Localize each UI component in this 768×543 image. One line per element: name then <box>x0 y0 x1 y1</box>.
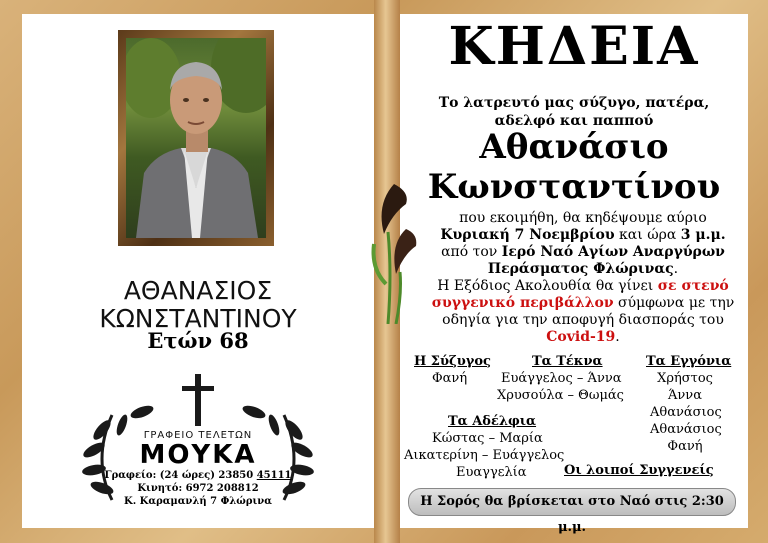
deceased-age: Ετών 68 <box>147 328 249 353</box>
intro-line2: αδελφό και παππού <box>494 113 654 129</box>
portrait-frame <box>118 30 274 246</box>
detail-line2 <box>418 227 748 244</box>
covid-label: Covid-19 <box>546 329 616 345</box>
parlor-office-phone <box>102 470 294 481</box>
guidance-text: σύμφωνα με την <box>613 295 735 311</box>
viewing-notice <box>408 488 736 535</box>
deceased-name-line2: ΚΩΝΣΤΑΝΤΙΝΟΥ <box>99 304 297 333</box>
deceased-name-line1: ΑΘΑΝΑΣΙΟΣ <box>123 276 273 305</box>
crucifix-icon <box>182 374 214 426</box>
spouse-heading: Η Σύζυγος <box>414 354 491 369</box>
parlor-mobile: Κινητό: 6972 208812 <box>137 483 259 494</box>
funeral-time: 3 μ.μ. <box>680 227 726 243</box>
viewing-time: 2:30 <box>691 494 724 509</box>
grandchild-1: Χρήστος <box>657 371 713 386</box>
notice-title: ΚΗΔΕΙΑ <box>448 16 700 77</box>
detail-line8 <box>418 329 748 346</box>
ceremony-text: Η Εξόδιος Ακολουθία θα γίνει <box>437 278 658 294</box>
viewing-pm: μ.μ. <box>557 520 587 535</box>
church-location: Περάσματος Φλώρινας <box>487 261 674 277</box>
detail-line5 <box>418 278 748 295</box>
funeral-parlor-logo <box>72 370 324 530</box>
parlor-address: Κ. Καραμανλή 7 Φλώρινα <box>124 496 272 507</box>
other-relatives: Οι λοιποί Συγγενείς <box>564 463 714 478</box>
viewing-text: Η Σορός θα βρίσκεται στο Ναό στις <box>420 494 692 509</box>
private-note-b: συγγενικό περιβάλλον <box>431 295 614 311</box>
children-heading: Τα Τέκνα <box>532 354 603 369</box>
siblings-line3: Ευαγγελία <box>456 465 527 480</box>
children-line2: Χρυσούλα – Θωμάς <box>497 388 624 403</box>
location-period: . <box>673 261 679 277</box>
children-line1: Ευάγγελος – Άννα <box>501 371 622 386</box>
time-connector: και ώρα <box>614 227 681 243</box>
right-page <box>400 14 748 535</box>
deceased-first-name: Αθανάσιο <box>479 127 669 167</box>
detail-line6 <box>418 295 748 312</box>
detail-line1: που εκοιμήθη, θα κηδέψουμε αύριο <box>459 210 707 226</box>
intro-line1: Το λατρευτό μας σύζυγο, πατέρα, <box>438 95 710 111</box>
grandchild-3: Αθανάσιος <box>650 405 722 420</box>
private-note-a: σε στενό <box>657 278 729 294</box>
portrait-figure <box>126 38 266 238</box>
siblings-line1: Κώστας – Μαρία <box>432 431 543 446</box>
siblings-line2: Αικατερίνη – Ευάγγελος <box>404 448 565 463</box>
detail-line3 <box>418 244 748 261</box>
grandchild-5: Φανή <box>667 439 703 454</box>
siblings-heading: Τα Αδέλφια <box>448 414 537 429</box>
left-page <box>22 14 374 528</box>
office-phone-label: Γραφείο: (24 ώρες) 23850 <box>104 470 257 481</box>
grandchildren-heading: Τα Εγγόνια <box>646 354 732 369</box>
covid-period: . <box>615 329 620 345</box>
portrait-photo <box>126 38 266 238</box>
church-prefix: από τον <box>441 244 502 260</box>
grandchild-4: Αθανάσιος <box>650 422 722 437</box>
office-phone-suffix: 45111 <box>256 470 292 481</box>
funeral-date: Κυριακή 7 Νοεμβρίου <box>440 227 615 243</box>
calla-lily-icon <box>366 174 426 324</box>
detail-line7: οδηγία για την αποφυγή διασποράς του <box>442 312 724 328</box>
grandchild-2: Άννα <box>668 388 702 403</box>
parlor-title: ΓΡΑΦΕΙΟ ΤΕΛΕΤΩΝ <box>143 430 253 441</box>
deceased-surname: Κωνσταντίνου <box>427 167 721 207</box>
church-name: Ιερό Ναό Αγίων Αναργύρων <box>501 244 725 260</box>
intro-text <box>400 94 748 130</box>
detail-line4 <box>418 261 748 278</box>
parlor-name: ΜΟΥΚΑ <box>139 440 257 470</box>
spouse-name: Φανή <box>432 371 468 386</box>
